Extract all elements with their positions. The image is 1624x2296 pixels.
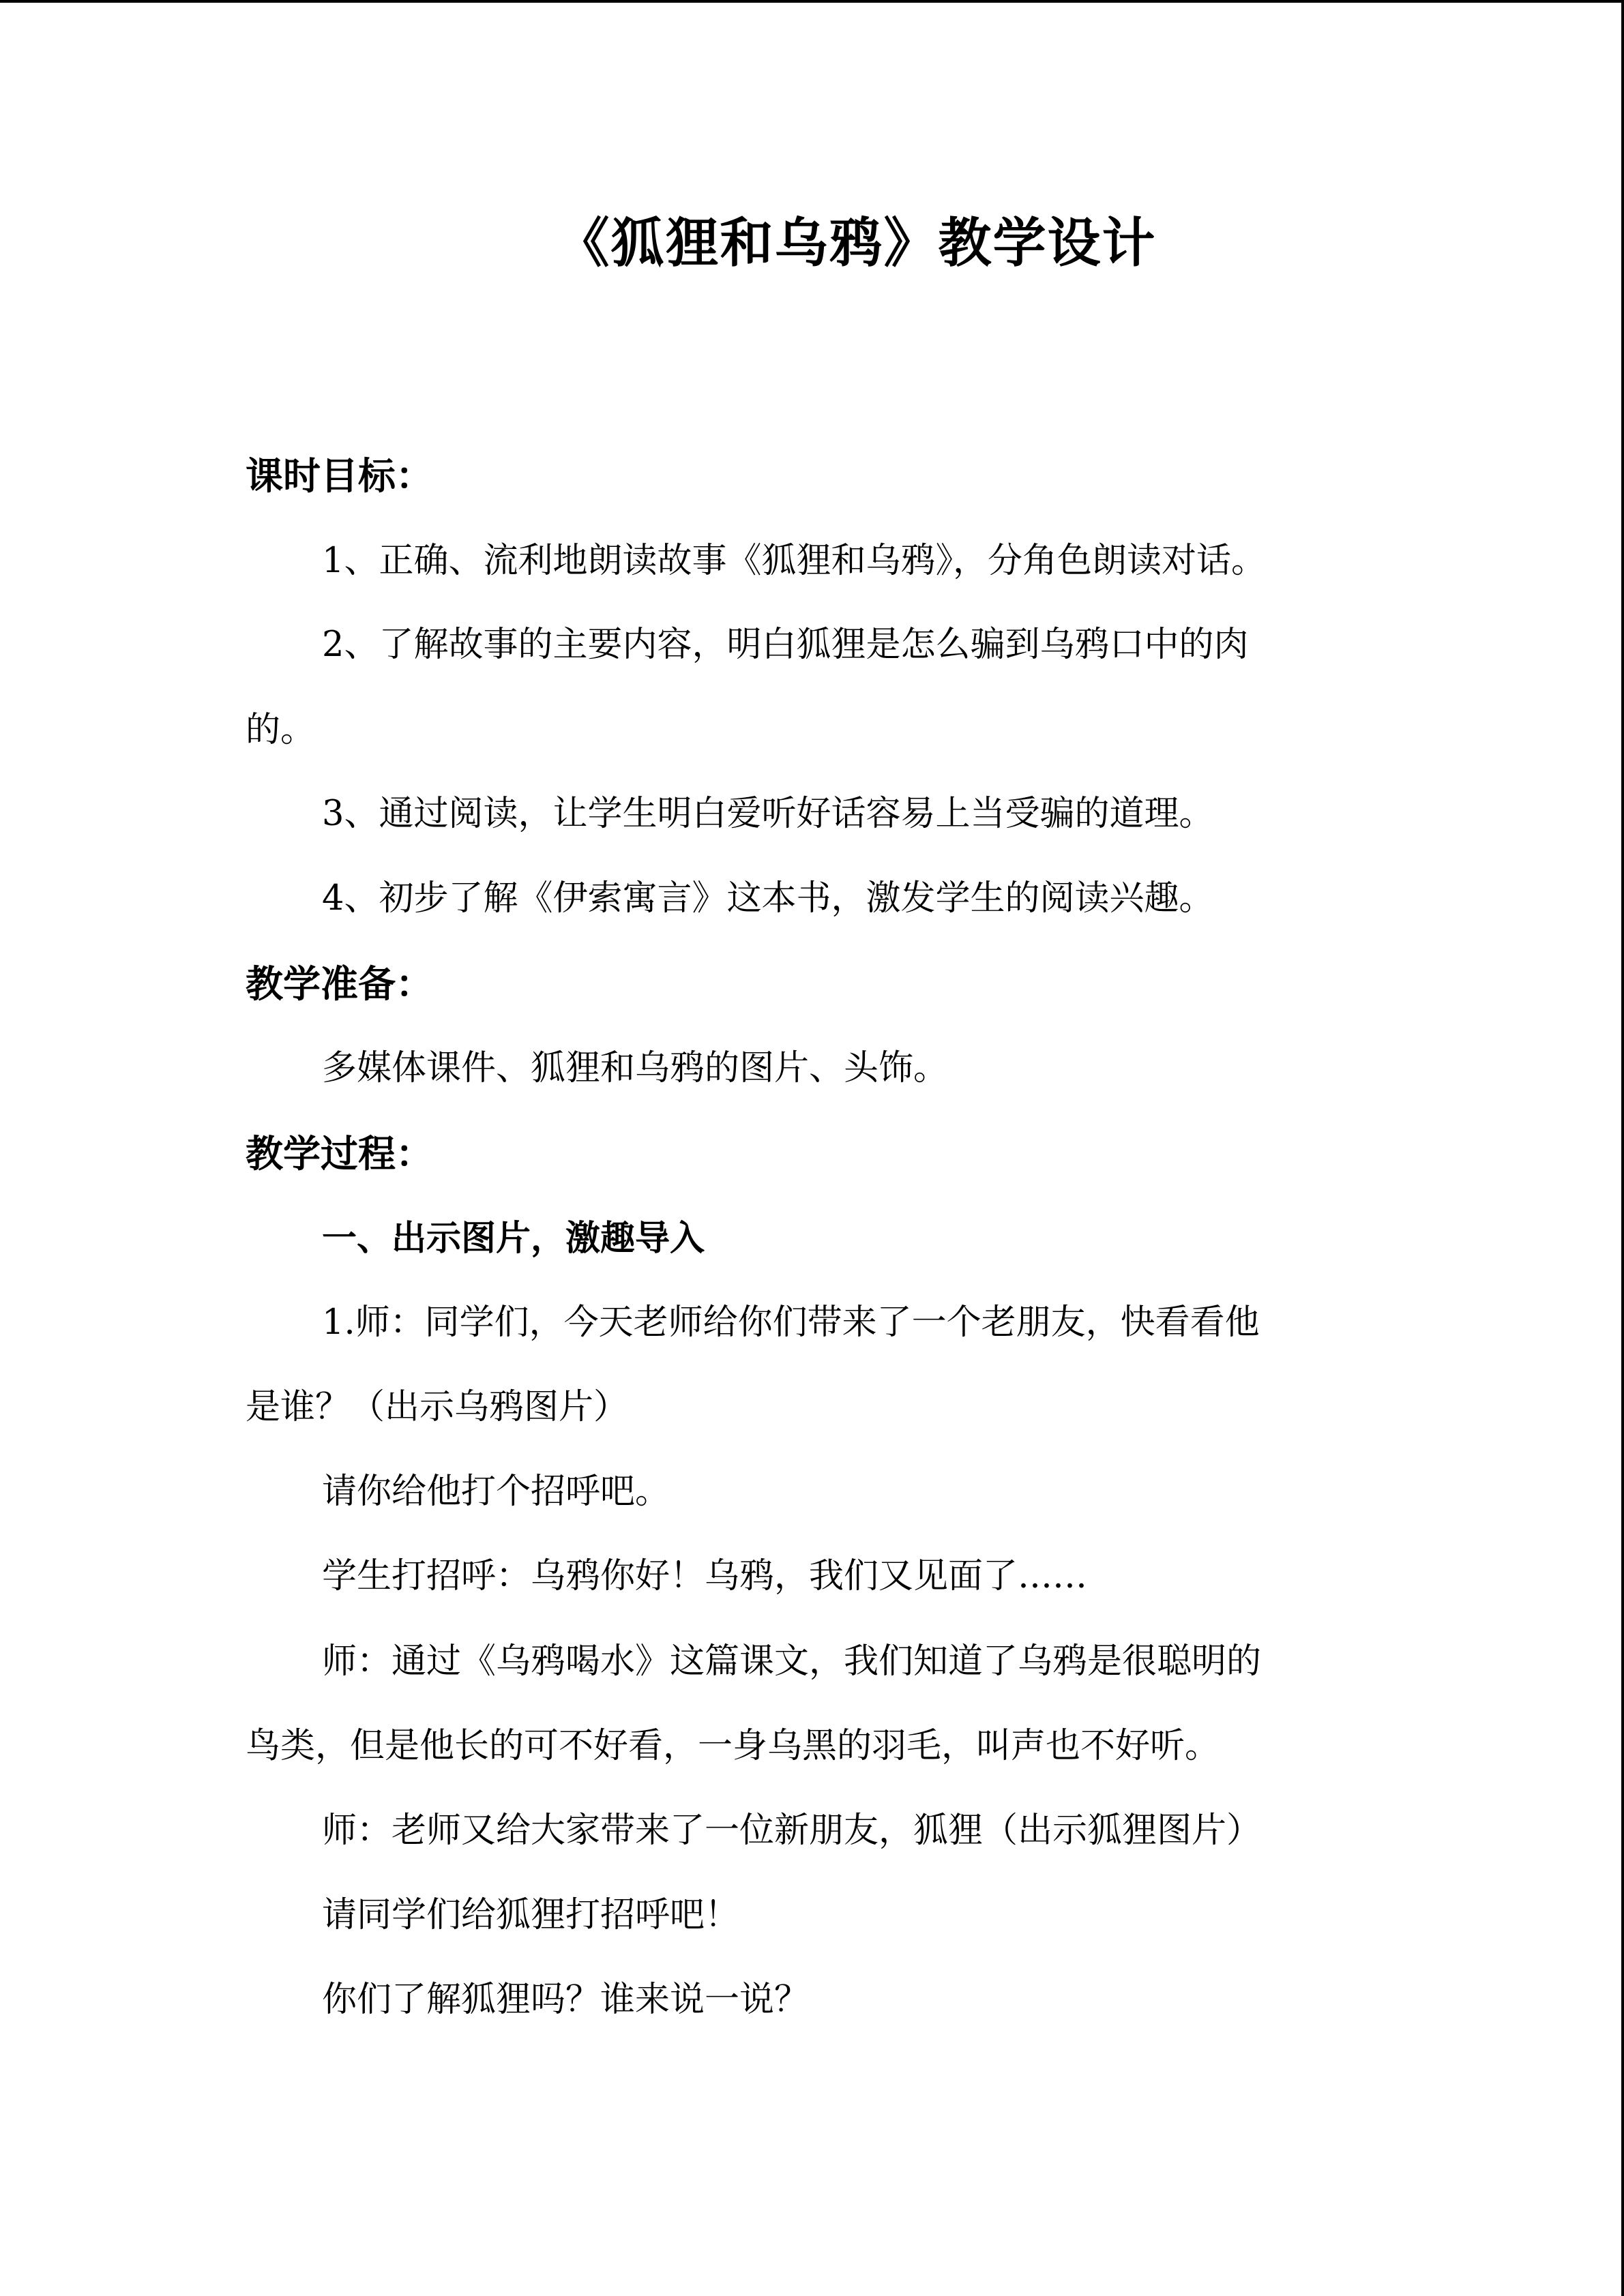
process-heading: 教学过程： (246, 1131, 434, 1176)
process-line-6: 鸟类，但是他长的可不好看，一身乌黑的羽毛，叫声也不好听。 (246, 1726, 1220, 1766)
preparation-heading: 教学准备： (246, 961, 434, 1006)
page-border-right (1621, 0, 1624, 2296)
goal-item-1: 1、正确、流利地朗读故事《狐狸和乌鸦》，分角色朗读对话。 (322, 541, 1266, 581)
process-line-4: 学生打招呼：乌鸦你好！乌鸦，我们又见面了…… (322, 1556, 1088, 1596)
goal-item-2-continuation: 的。 (246, 710, 316, 750)
process-line-1: 1.师：同学们，今天老师给你们带来了一个老朋友，快看看他 (322, 1302, 1260, 1343)
process-line-5: 师：通过《乌鸦喝水》这篇课文，我们知道了乌鸦是很聪明的 (322, 1641, 1262, 1682)
process-line-8: 请同学们给狐狸打招呼吧！ (322, 1895, 740, 1935)
goal-item-2: 2、了解故事的主要内容，明白狐狸是怎么骗到乌鸦口中的肉 (322, 625, 1249, 665)
goals-heading: 课时目标： (246, 453, 434, 498)
process-line-9: 你们了解狐狸吗？谁来说一说？ (322, 1980, 810, 2020)
page-border-top (0, 0, 1624, 3)
goal-item-4: 4、初步了解《伊索寓言》这本书，激发学生的阅读兴趣。 (322, 878, 1214, 919)
document-title: 《狐狸和乌鸦》教学设计 (556, 212, 1157, 274)
preparation-text: 多媒体课件、狐狸和乌鸦的图片、头饰。 (322, 1048, 949, 1088)
process-line-2: 是谁？（出示乌鸦图片） (246, 1387, 629, 1427)
process-line-3: 请你给他打个招呼吧。 (322, 1472, 670, 1512)
goal-item-3: 3、通过阅读，让学生明白爱听好话容易上当受骗的道理。 (322, 794, 1214, 834)
process-step1-title: 一、出示图片，激趣导入 (322, 1218, 705, 1259)
process-line-7: 师：老师又给大家带来了一位新朋友，狐狸（出示狐狸图片） (322, 1810, 1262, 1851)
